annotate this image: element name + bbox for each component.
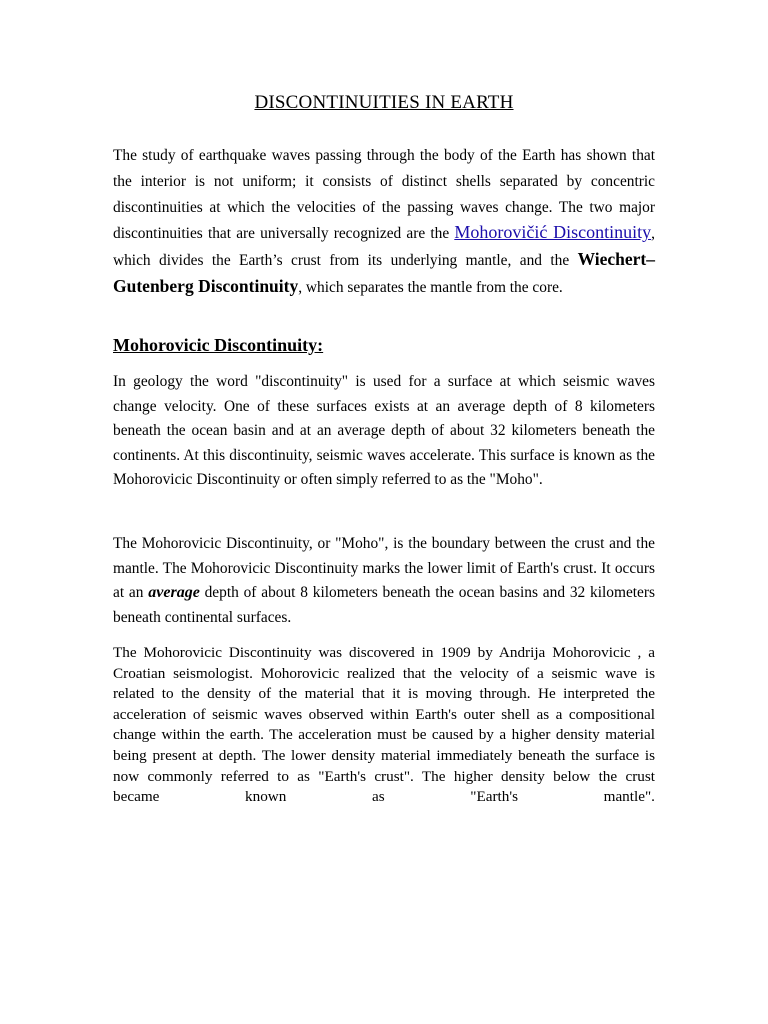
intro-paragraph — [113, 143, 655, 301]
intro-text-2: , which divides the Earth’s crust from its underlying mantle, and the — [113, 225, 655, 270]
last-word-4: "Earth's — [470, 788, 518, 806]
discovery-last-line — [113, 787, 655, 808]
paragraph-moho-boundary — [113, 532, 655, 630]
para3-text-2: depth of about 8 kilometers beneath the ocean basins and 32 kilometers beneath continental surfaces. — [113, 584, 655, 626]
paragraph-discovery — [113, 643, 655, 808]
average-emphasis: average — [148, 584, 200, 602]
wiechert-gutenberg-term: Wiechert–Gutenberg Discontinuity — [113, 249, 655, 296]
paragraph-definition: In geology the word "discontinuity" is used for a surface at which seismic waves change velocity. One of these surfaces exists at an average depth of 8 kilometers beneath the ocean basin and at an average depth of about 32 kilometers beneath the continents. At this discontinuity, seismic waves accelerate. This surface is known as the Mohorovicic Discontinuity or often simply referred to as the "Moho". — [113, 373, 655, 489]
mohorovicic-link[interactable]: Mohorovičić Discontinuity — [454, 222, 652, 243]
discovery-body: The Mohorovicic Discontinuity was discovered in 1909 by Andrija Mohorovicic , a Croatian seismologist. Mohorovicic realized that the velocity of a seismic wave is related to the density of the material that it is moving through. He interpreted the acceleration of seismic waves observed within Earth's outer shell as a compositional change within the earth. The acceleration must be caused by a higher density material being present at depth. The lower density material immediately beneath the surface is now commonly referred to as "Earth's crust". The higher density below the crust — [113, 644, 655, 785]
last-word-1: became — [113, 788, 160, 806]
para3-text-1: The Mohorovicic Discontinuity, or "Moho", is the boundary between the crust and the mantle. The Mohorovicic Discontinuity marks the lower limit of Earth's crust. It occurs at an — [113, 535, 655, 602]
last-word-5: mantle". — [603, 788, 655, 806]
last-word-2: known — [245, 788, 287, 806]
last-word-3: as — [371, 788, 385, 806]
section-heading: Mohorovicic Discontinuity: — [113, 335, 324, 355]
intro-text-3: , which separates the mantle from the core. — [298, 278, 563, 296]
intro-text-1: The study of earthquake waves passing through the body of the Earth has shown that the interior is not uniform; it consists of distinct shells separated by concentric discontinuities at which the velocities of the passing waves change. The two major discontinuities that are universally recognized are the — [113, 147, 655, 243]
page-title: DISCONTINUITIES IN EARTH — [254, 92, 514, 113]
